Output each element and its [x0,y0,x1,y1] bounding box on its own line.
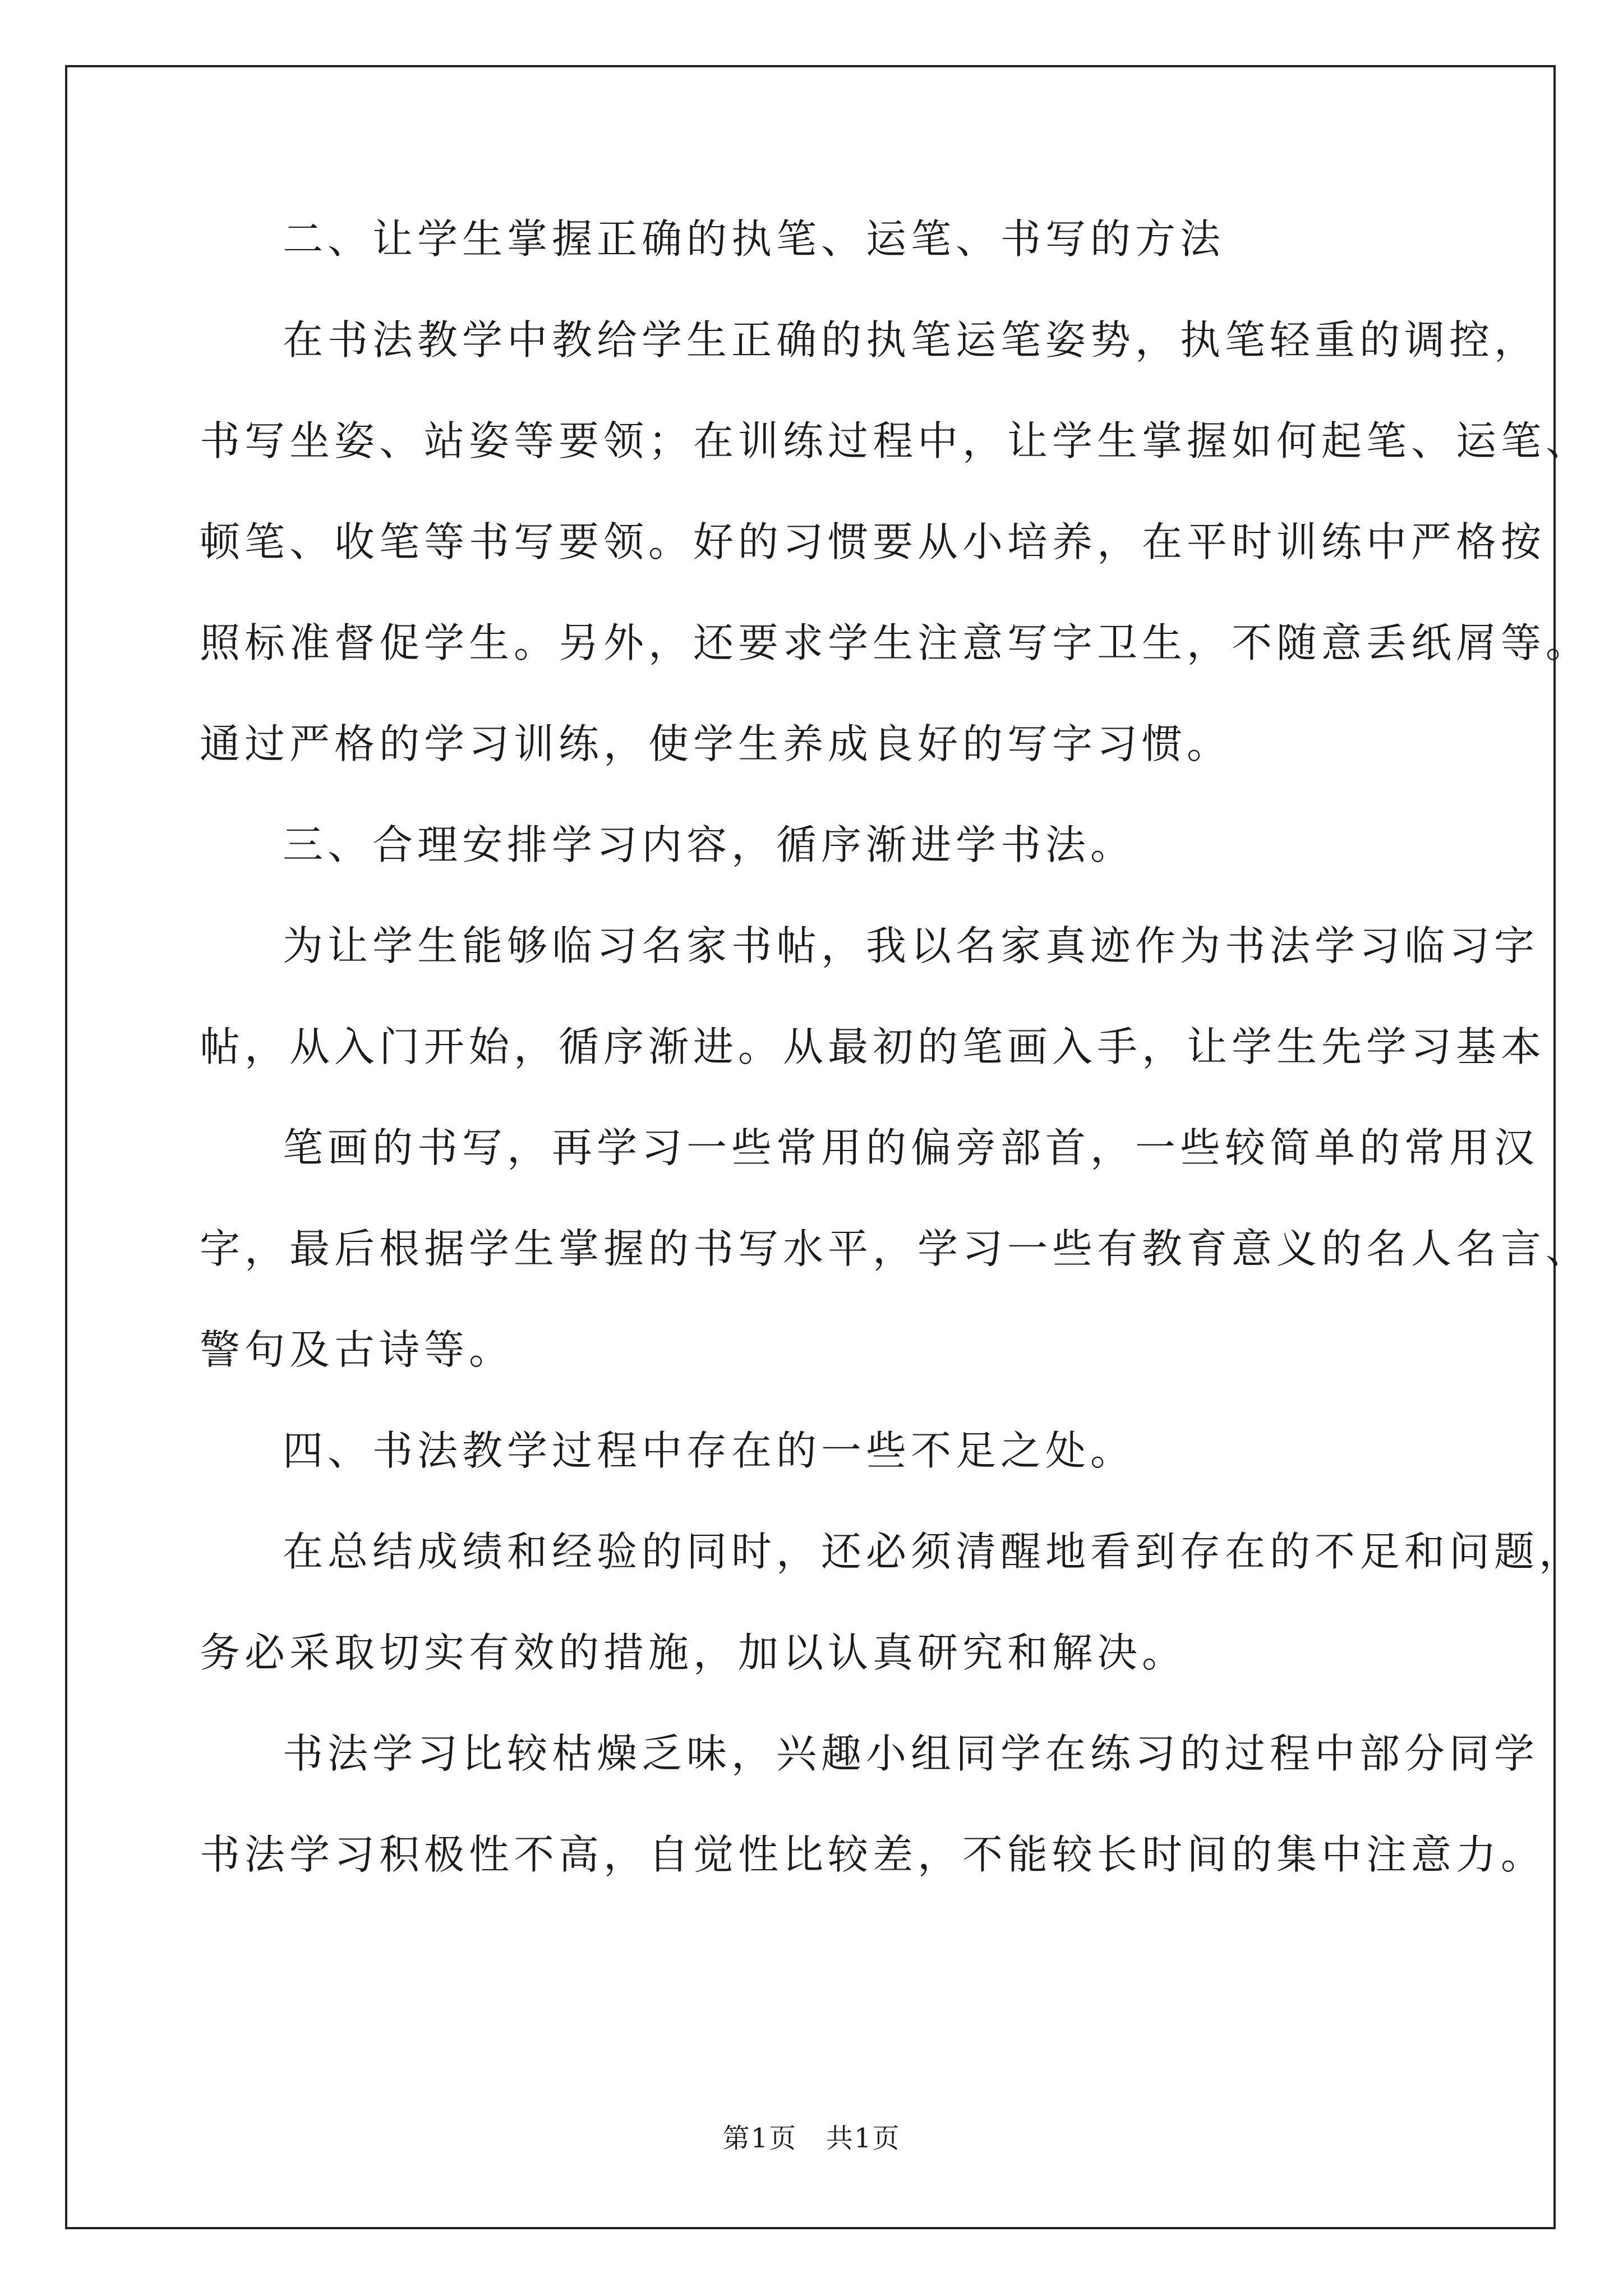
paragraph-line: 在总结成绩和经验的同时，还必须清醒地看到存在的不足和问题， [283,1528,1584,1575]
paragraph-line: 字，最后根据学生掌握的书写水平，学习一些有教育意义的名人名言、 [200,1225,1591,1272]
paragraph-line: 通过严格的学习训练，使学生养成良好的写字习惯。 [200,720,1232,767]
page-footer: 第1页 共1页 [722,2123,901,2154]
section-heading-4: 四、书法教学过程中存在的一些不足之处。 [283,1427,1136,1474]
paragraph-line: 为让学生能够临习名家书帖，我以名家真迹作为书法学习临习字 [283,922,1539,969]
paragraph-line: 顿笔、收笔等书写要领。好的习惯要从小培养，在平时训练中严格按 [200,518,1546,565]
section-heading-3: 三、合理安排学习内容，循序渐进学书法。 [283,821,1136,868]
paragraph-line: 照标准督促学生。另外，还要求学生注意写字卫生，不随意丢纸屑等。 [200,619,1591,666]
section-heading-2: 二、让学生掌握正确的执笔、运笔、书写的方法 [283,215,1225,263]
paragraph-line: 在书法教学中教给学生正确的执笔运笔姿势，执笔轻重的调控， [283,316,1539,364]
paragraph-line: 书写坐姿、站姿等要领；在训练过程中，让学生掌握如何起笔、运笔、 [200,417,1591,464]
paragraph-line: 笔画的书写，再学习一些常用的偏旁部首，一些较简单的常用汉 [283,1124,1539,1171]
paragraph-line: 务必采取切实有效的措施，加以认真研究和解决。 [200,1629,1187,1676]
paragraph-line: 书法学习比较枯燥乏味，兴趣小组同学在练习的过程中部分同学 [283,1730,1539,1777]
document-body [200,215,1591,1935]
paragraph-line: 警句及古诗等。 [200,1326,514,1373]
paragraph-line: 书法学习积极性不高，自觉性比较差，不能较长时间的集中注意力。 [200,1831,1546,1878]
paragraph-line: 帖，从入门开始，循序渐进。从最初的笔画入手，让学生先学习基本 [200,1023,1546,1070]
